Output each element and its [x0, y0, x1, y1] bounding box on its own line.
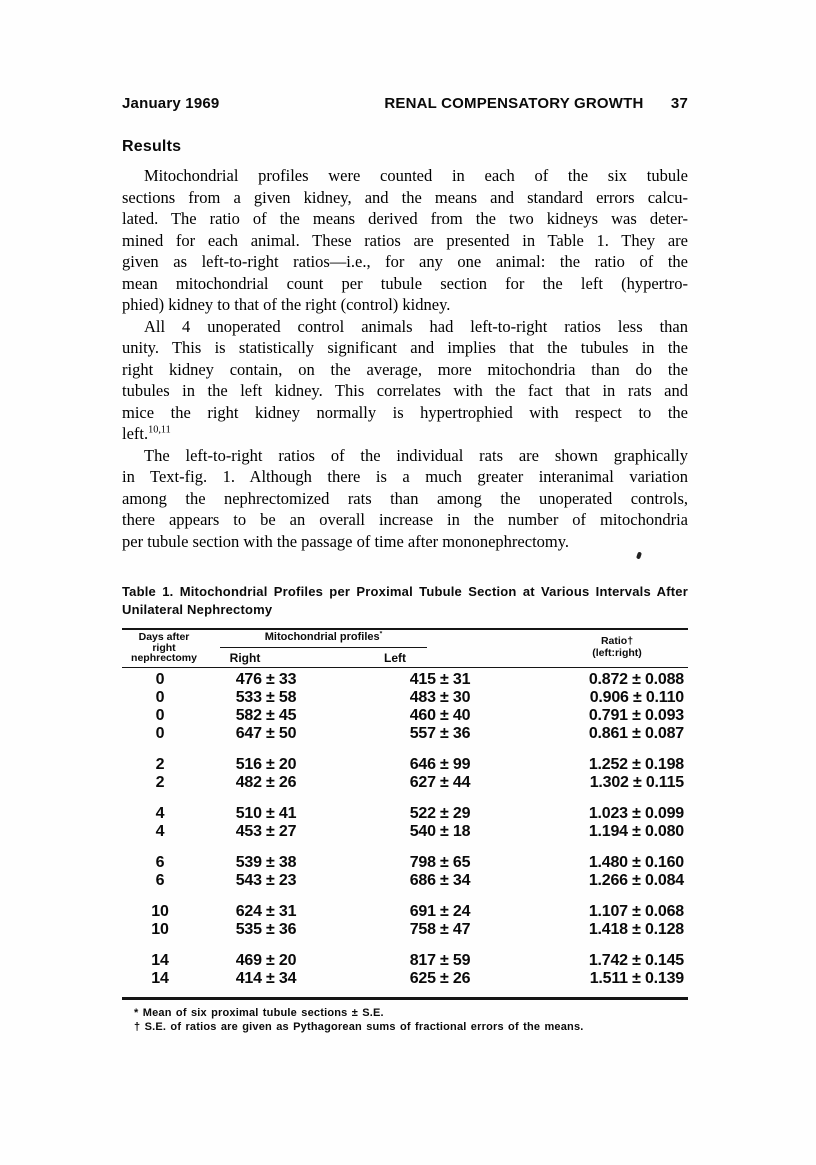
cell-right: 476 ± 33 [235, 671, 297, 688]
text-line: lated. The ratio of the means derived from the two kidneys was deter- [122, 209, 688, 228]
cell-left: 691 ± 24 [409, 903, 471, 920]
column-header-left: Left [384, 651, 406, 665]
cell-right: 453 ± 27 [235, 823, 297, 840]
table-row [122, 952, 688, 970]
table-row [122, 774, 688, 792]
cell-days: 0 [155, 671, 165, 688]
cell-right: 510 ± 41 [235, 805, 297, 822]
row-group [122, 756, 688, 792]
text-line: there appears to be an overall increase in the number of mitochondria [122, 510, 688, 529]
cell-days: 10 [151, 921, 169, 938]
table-row [122, 805, 688, 823]
table-row [122, 970, 688, 988]
text-line: All 4 unoperated control animals had left-to-right ratios less than [144, 316, 688, 336]
footnote-dagger: † S.E. of ratios are given as Pythagorean sums of fractional errors of the means. [134, 1020, 584, 1033]
cell-left: 483 ± 30 [409, 689, 471, 706]
cell-ratio: 1.107 ± 0.068 [588, 903, 684, 920]
table-row [122, 872, 688, 890]
cell-days: 6 [155, 872, 165, 889]
cell-ratio: 0.861 ± 0.087 [588, 725, 684, 742]
cell-ratio: 1.023 ± 0.099 [588, 805, 684, 822]
text-line: Unilateral Nephrectomy [122, 602, 273, 617]
cell-ratio: 0.906 ± 0.110 [589, 689, 684, 706]
paragraph-3 [122, 445, 688, 553]
cell-days: 6 [155, 854, 165, 871]
running-header-right [384, 95, 688, 112]
cell-left: 817 ± 59 [409, 952, 471, 969]
cell-ratio: 1.418 ± 0.128 [588, 921, 684, 938]
cell-left: 557 ± 36 [409, 725, 471, 742]
table-caption [122, 583, 688, 619]
text-line: sections from a given kidney, and the means and standard errors calcu- [122, 187, 688, 207]
text-column [122, 95, 688, 1034]
cell-left: 415 ± 31 [409, 671, 471, 688]
text-line: tubules in the left kidney. This correlates with the fact that in rats and [122, 381, 688, 400]
text-line: nephrectomy [131, 652, 197, 664]
cell-ratio: 1.742 ± 0.145 [588, 952, 684, 969]
cell-left: 627 ± 44 [409, 774, 471, 791]
cell-days: 0 [155, 689, 165, 706]
row-group [122, 805, 688, 841]
cell-right: 539 ± 38 [235, 854, 297, 871]
text-line: in Text-fig. 1. Although there is a much greater interanimal variation [122, 467, 688, 486]
cell-left: 646 ± 99 [409, 756, 471, 773]
cell-left: 686 ± 34 [409, 872, 471, 889]
cell-days: 0 [155, 725, 165, 742]
cell-ratio: 1.194 ± 0.080 [588, 823, 684, 840]
cell-ratio: 0.872 ± 0.088 [588, 671, 684, 688]
spanner-rule [220, 647, 427, 648]
cell-right: 543 ± 23 [235, 872, 297, 889]
issue-date: January 1969 [122, 95, 220, 112]
cell-right: 624 ± 31 [235, 903, 297, 920]
table-row [122, 854, 688, 872]
text-line: right kidney contain, on the average, more mitochondria than do the [122, 359, 688, 379]
cell-days: 4 [155, 805, 165, 822]
cell-days: 0 [155, 707, 165, 724]
section-heading: Results [122, 138, 182, 155]
text-line: among the nephrectomized rats than among the unoperated controls, [122, 488, 688, 508]
table-row [122, 823, 688, 841]
table-row [122, 707, 688, 725]
cell-left: 540 ± 18 [409, 823, 471, 840]
cell-days: 2 [155, 774, 165, 791]
cell-days: 4 [155, 823, 165, 840]
text-line: mean mitochondrial count per tubule section for the left (hypertro- [122, 273, 688, 293]
text-line: The left-to-right ratios of the individual rats are shown graphically [144, 445, 688, 465]
text-line: Ratio† [600, 635, 634, 647]
page-number: 37 [670, 95, 688, 112]
cell-right: 535 ± 36 [235, 921, 297, 938]
cell-right: 482 ± 26 [235, 774, 297, 791]
paragraph-2 [122, 316, 688, 445]
row-group [122, 671, 688, 743]
cell-days: 2 [155, 756, 165, 773]
column-header-ratio [546, 636, 688, 659]
table-row [122, 903, 688, 921]
cell-right: 647 ± 50 [235, 725, 297, 742]
running-title: RENAL COMPENSATORY GROWTH [384, 95, 644, 112]
cell-right: 414 ± 34 [235, 970, 297, 987]
table-footnotes [134, 1007, 688, 1034]
table-body [122, 668, 688, 1000]
table-row [122, 689, 688, 707]
cell-left: 758 ± 47 [409, 921, 471, 938]
table-row [122, 671, 688, 689]
row-group [122, 903, 688, 939]
text-line: Table 1. Mitochondrial Profiles per Proximal Tubule Section at Various Intervals After [122, 584, 688, 599]
cell-days: 10 [151, 903, 169, 920]
running-header [122, 95, 688, 112]
cell-days: 14 [151, 970, 169, 987]
cell-ratio: 1.252 ± 0.198 [588, 756, 684, 773]
footnote-asterisk: * Mean of six proximal tubule sections ± S.E. [134, 1007, 384, 1019]
table-row [122, 921, 688, 939]
row-group [122, 854, 688, 890]
text-line: mined for each animal. These ratios are presented in Table 1. They are [122, 230, 688, 250]
cell-right: 582 ± 45 [235, 707, 297, 724]
column-group-header-mitochondrial-profiles: Mitochondrial profiles* [264, 630, 383, 643]
table-1 [122, 628, 688, 1034]
cell-ratio: 1.266 ± 0.084 [588, 872, 684, 889]
table-row [122, 725, 688, 743]
cell-right: 533 ± 58 [235, 689, 297, 706]
cell-left: 460 ± 40 [409, 707, 471, 724]
text-line: (left:right) [592, 646, 642, 659]
paragraph-1 [122, 165, 688, 316]
cell-ratio: 1.302 ± 0.115 [589, 774, 684, 791]
text-line: mice the right kidney normally is hypertrophied with respect to the [122, 402, 688, 422]
text-line: phied) kidney to that of the right (control) kidney. [122, 295, 451, 314]
cell-left: 625 ± 26 [409, 970, 471, 987]
cell-days: 14 [151, 952, 169, 969]
text-line: per tubule section with the passage of time after mononephrectomy. [122, 531, 570, 551]
cell-ratio: 1.511 ± 0.139 [589, 970, 684, 987]
cell-left: 798 ± 65 [409, 854, 471, 871]
column-header-days-after-right-nephrectomy [122, 632, 206, 664]
text-line: given as left-to-right ratios—i.e., for any one animal: the ratio of the [122, 252, 688, 271]
table-row [122, 756, 688, 774]
text-line: unity. This is statistically significant and implies that the tubules in the [122, 338, 688, 357]
cell-left: 522 ± 29 [409, 805, 471, 822]
text-line: Days after [138, 631, 190, 643]
cell-ratio: 0.791 ± 0.093 [588, 707, 684, 724]
column-header-right: Right [229, 651, 261, 665]
cell-right: 469 ± 20 [235, 952, 297, 969]
cell-right: 516 ± 20 [235, 756, 297, 773]
text-line: right [152, 641, 176, 654]
text-line: left.$^{10,11}$ [122, 424, 171, 443]
text-line: Mitochondrial profiles were counted in each of the six tubule [144, 166, 688, 185]
cell-ratio: 1.480 ± 0.160 [588, 854, 684, 871]
row-group [122, 952, 688, 988]
table-header [122, 628, 688, 668]
